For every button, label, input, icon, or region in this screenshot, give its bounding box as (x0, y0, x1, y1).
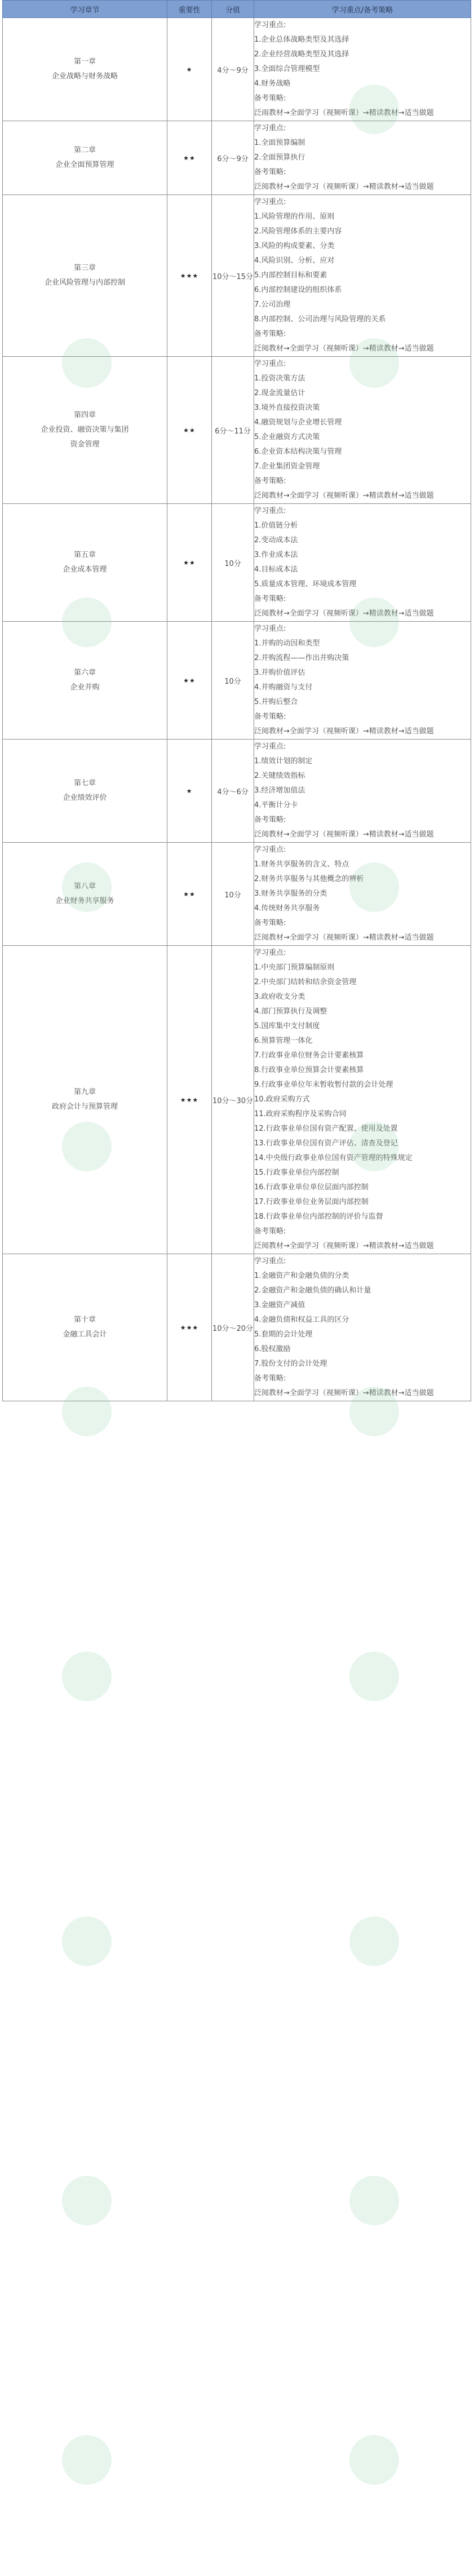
study-points-cell (254, 195, 471, 357)
chapter-title: 企业投资、融资决策与集团 (41, 426, 129, 434)
table-row (3, 121, 471, 195)
chapter-cell (3, 504, 167, 622)
study-point-line: 泛雨教材→全面学习（视频听课）→精读教材→适当做题 (254, 109, 434, 117)
chapter-cell (3, 946, 167, 1254)
study-point-line: 4.风险识别、分析、应对 (254, 256, 335, 265)
study-point-line: 2.金融资产和金融负债的确认和计量 (254, 1286, 371, 1295)
study-point-line: 8.行政事业单位预算会计要素核算 (254, 1066, 364, 1074)
study-point-line: 学习重点: (254, 1257, 286, 1265)
chapter-title: 企业并购 (70, 683, 100, 692)
study-point-line: 4.财务战略 (254, 79, 291, 88)
chapter-title: 金融工具会计 (63, 1330, 107, 1339)
study-point-line: 备考策略: (254, 816, 286, 824)
table-row (3, 622, 471, 740)
study-point-line: 学习重点: (254, 846, 286, 854)
study-point-line: 泛阅教材→全面学习（视频听课）→精读教材→适当做题 (254, 830, 434, 839)
importance-stars: ★ (167, 18, 212, 121)
study-point-line: 泛阅教材→全面学习（视频听课）→精读教材→适当做题 (254, 344, 434, 353)
study-point-line: 2.财务共享服务与其他概念的辨析 (254, 875, 364, 883)
study-point-line: 3.风险的构成要素、分类 (254, 242, 335, 250)
header-importance: 重要性 (167, 1, 212, 18)
chapter-title: 企业成本管理 (63, 565, 107, 574)
study-point-line: 15.行政事业单位内部控制 (254, 1169, 339, 1177)
chapter-cell (3, 357, 167, 504)
study-point-line: 泛阅教材→全面学习（视频听课）→精读教材→适当做题 (254, 727, 434, 736)
study-point-line: 3.财务共享服务的分类 (254, 889, 327, 898)
study-point-line: 2.并购流程——作出并购决策 (254, 654, 349, 662)
study-points-cell (254, 946, 471, 1254)
study-point-line: 4.平衡计分卡 (254, 801, 298, 809)
study-point-line: 3.并购价值评估 (254, 669, 305, 677)
chapter-title-continued: 资金管理 (70, 440, 100, 449)
header-score: 分值 (212, 1, 254, 18)
study-point-line: 2.中央部门结转和结余资金管理 (254, 978, 357, 986)
study-point-line: 2.变动成本法 (254, 536, 298, 545)
study-point-line: 泛阅教材→全面学习（视频听课）→精读教材→适当做题 (254, 609, 434, 618)
study-point-line: 泛阅教材→全面学习（视频听课）→精读教材→适当做题 (254, 933, 434, 942)
study-point-line: 泛阅教材→全面学习（视频听课）→精读教材→适当做题 (254, 1389, 434, 1397)
chapter-number: 第五章 (73, 551, 96, 559)
table-row (3, 740, 471, 843)
study-point-line: 1.绩效计划的制定 (254, 757, 313, 765)
study-point-line: 7.行政事业单位财务会计要素核算 (254, 1051, 364, 1060)
importance-stars: ★★★ (167, 946, 212, 1254)
watermark-badge (349, 2435, 399, 2485)
importance-stars: ★★ (167, 622, 212, 740)
chapter-title: 政府会计与预算管理 (51, 1103, 118, 1111)
study-point-line: 备考策略: (254, 919, 286, 927)
chapter-cell (3, 195, 167, 357)
study-point-line: 学习重点: (254, 742, 286, 751)
study-point-line: 6.企业资本结构决策与管理 (254, 448, 342, 456)
study-point-line: 5.内部控制目标和要素 (254, 271, 327, 280)
study-point-line: 5.套期的会计处理 (254, 1330, 313, 1339)
watermark-badge (349, 1652, 399, 1701)
study-point-line: 1.投资决策方法 (254, 374, 305, 383)
chapter-cell (3, 18, 167, 121)
study-point-line: 6.预算管理一体化 (254, 1037, 313, 1045)
study-point-line: 泛阅教材→全面学习（视频听课）→精读教材→适当做题 (254, 1242, 434, 1250)
study-point-line: 5.企业融资方式决策 (254, 433, 320, 441)
study-point-line: 4.金融负债和权益工具的区分 (254, 1316, 349, 1324)
study-point-line: 16.行政事业单位单位层面内部控制 (254, 1183, 369, 1192)
watermark-badge (62, 1916, 112, 1966)
chapter-title: 企业风险管理与内部控制 (44, 278, 125, 287)
watermark-badge (349, 2176, 399, 2225)
table-row (3, 357, 471, 504)
chapter-number: 第一章 (73, 57, 96, 66)
study-point-line: 2.关键绩效指标 (254, 772, 305, 780)
study-point-line: 2.现金流量估计 (254, 389, 305, 397)
chapter-title: 企业战略与财务战略 (51, 72, 118, 81)
study-point-line: 3.政府收支分类 (254, 993, 305, 1001)
study-point-line: 备考策略: (254, 168, 286, 176)
score-range: 10分 (212, 622, 254, 740)
header-chapter: 学习章节 (3, 1, 167, 18)
study-point-line: 学习重点: (254, 124, 286, 132)
study-points-cell (254, 843, 471, 946)
study-point-line: 1.价值链分析 (254, 521, 298, 530)
study-point-line: 学习重点: (254, 625, 286, 633)
score-range: 10分～30分 (212, 946, 254, 1254)
score-range: 10分～15分 (212, 195, 254, 357)
study-point-line: 14.中央级行政事业单位国有资产管理的特殊规定 (254, 1154, 413, 1162)
study-point-line: 18.行政事业单位内部控制的评价与监督 (254, 1212, 383, 1221)
chapter-number: 第二章 (73, 146, 96, 154)
study-point-line: 备考策略: (254, 1227, 286, 1236)
importance-stars: ★★ (167, 504, 212, 622)
score-range: 10分 (212, 843, 254, 946)
study-point-line: 9.行政事业单位年末暂收暂付款的会计处理 (254, 1081, 393, 1089)
table-row (3, 18, 471, 121)
study-point-line: 备考策略: (254, 1374, 286, 1383)
header-points: 学习重点/备考策略 (254, 1, 471, 18)
study-point-line: 学习重点: (254, 360, 286, 368)
study-point-line: 1.全面预算编制 (254, 139, 305, 147)
chapter-number: 第九章 (73, 1088, 96, 1096)
table-row (3, 1254, 471, 1401)
study-point-line: 备考策略: (254, 330, 286, 338)
study-point-line: 备考策略: (254, 595, 286, 603)
chapter-number: 第三章 (73, 264, 96, 272)
study-point-line: 2.企业经营战略类型及其选择 (254, 50, 349, 59)
study-point-line: 4.传统财务共享服务 (254, 904, 320, 913)
chapter-cell (3, 121, 167, 195)
study-point-line: 4.融资规划与企业增长管理 (254, 418, 342, 427)
study-points-cell (254, 504, 471, 622)
table-header-row (3, 1, 471, 18)
score-range: 4分～6分 (212, 740, 254, 843)
study-point-line: 3.金融资产减值 (254, 1301, 305, 1309)
chapter-cell (3, 740, 167, 843)
table-row (3, 946, 471, 1254)
study-point-line: 4.目标成本法 (254, 565, 298, 574)
study-point-line: 4.并购融资与支付 (254, 683, 313, 692)
study-point-line: 1.中央部门预算编制原则 (254, 963, 335, 972)
study-point-line: 1.企业总体战略类型及其选择 (254, 36, 349, 44)
chapter-number: 第十章 (73, 1316, 96, 1324)
study-points-cell (254, 740, 471, 843)
study-points-cell (254, 622, 471, 740)
study-point-line: 3.经济增加值法 (254, 786, 305, 795)
study-point-line: 10.政府采购方式 (254, 1095, 310, 1104)
table-row (3, 504, 471, 622)
study-point-line: 17.行政事业单位业务层面内部控制 (254, 1198, 369, 1206)
study-points-cell (254, 121, 471, 195)
study-point-line: 5.并购后整合 (254, 698, 298, 706)
watermark-badge (62, 1652, 112, 1701)
study-point-line: 1.并购的动因和类型 (254, 639, 320, 648)
importance-stars: ★★ (167, 357, 212, 504)
chapter-cell (3, 622, 167, 740)
study-points-cell (254, 18, 471, 121)
study-point-line: 2.风险管理体系的主要内容 (254, 227, 342, 236)
study-point-line: 学习重点: (254, 21, 286, 29)
study-point-line: 泛阅教材→全面学习（视频听课）→精读教材→适当做题 (254, 183, 434, 191)
study-point-line: 备考策略: (254, 94, 286, 103)
study-point-line: 4.部门预算执行及调整 (254, 1007, 327, 1016)
study-point-line: 备考策略: (254, 477, 286, 485)
study-point-line: 7.股份支付的会计处理 (254, 1360, 327, 1368)
study-points-cell (254, 1254, 471, 1401)
score-range: 4分～9分 (212, 18, 254, 121)
study-point-line: 5.质量成本管理、环境成本管理 (254, 580, 357, 588)
table-row (3, 843, 471, 946)
chapter-number: 第八章 (73, 882, 96, 891)
study-points-cell (254, 357, 471, 504)
chapter-number: 第七章 (73, 779, 96, 787)
study-point-line: 3.作业成本法 (254, 551, 298, 559)
chapter-cell (3, 1254, 167, 1401)
study-point-line: 泛阅教材→全面学习（视频听课）→精读教材→适当做题 (254, 492, 434, 500)
chapter-number: 第四章 (73, 411, 96, 419)
chapter-title: 企业全面预算管理 (55, 161, 114, 169)
study-point-line: 6.内部控制建设的组织体系 (254, 286, 342, 294)
watermark-badge (62, 2435, 112, 2485)
watermark-badge (62, 2176, 112, 2225)
study-point-line: 备考策略: (254, 712, 286, 721)
study-point-line: 1.金融资产和金融负债的分类 (254, 1272, 349, 1280)
study-point-line: 5.国库集中支付制度 (254, 1022, 320, 1030)
study-point-line: 13.行政事业单位国有资产评估、清查及登记 (254, 1139, 398, 1148)
study-point-line: 2.全面预算执行 (254, 153, 305, 162)
study-point-line: 6.股权激励 (254, 1345, 291, 1353)
importance-stars: ★★ (167, 121, 212, 195)
study-point-line: 学习重点: (254, 507, 286, 515)
study-point-line: 3.境外直接投资决策 (254, 404, 320, 412)
chapter-number: 第六章 (73, 669, 96, 677)
table-row (3, 195, 471, 357)
score-range: 10分 (212, 504, 254, 622)
chapter-title: 企业绩效评价 (63, 794, 107, 802)
study-point-line: 7.公司治理 (254, 300, 291, 309)
study-point-line: 1.风险管理的作用、原则 (254, 213, 335, 221)
study-point-line: 学习重点: (254, 949, 286, 957)
study-point-line: 8.内部控制、公司治理与风险管理的关系 (254, 315, 386, 324)
score-range: 6分～9分 (212, 121, 254, 195)
importance-stars: ★ (167, 740, 212, 843)
study-point-line: 12.行政事业单位国有资产配置、使用及处置 (254, 1125, 398, 1133)
score-range: 6分～11分 (212, 357, 254, 504)
study-point-line: 3.全面综合管理模型 (254, 65, 320, 73)
importance-stars: ★★★ (167, 195, 212, 357)
score-range: 10分～20分 (212, 1254, 254, 1401)
importance-stars: ★★★ (167, 1254, 212, 1401)
study-point-line: 学习重点: (254, 198, 286, 206)
chapter-cell (3, 843, 167, 946)
study-point-line: 7.企业集团资金管理 (254, 462, 320, 471)
importance-stars: ★★ (167, 843, 212, 946)
chapter-title: 企业财务共享服务 (55, 897, 114, 905)
study-plan-table (2, 0, 471, 1401)
study-point-line: 11.政府采购程序及采购合同 (254, 1110, 347, 1118)
watermark-badge (349, 1916, 399, 1966)
study-point-line: 1.财务共享服务的含义、特点 (254, 860, 349, 869)
